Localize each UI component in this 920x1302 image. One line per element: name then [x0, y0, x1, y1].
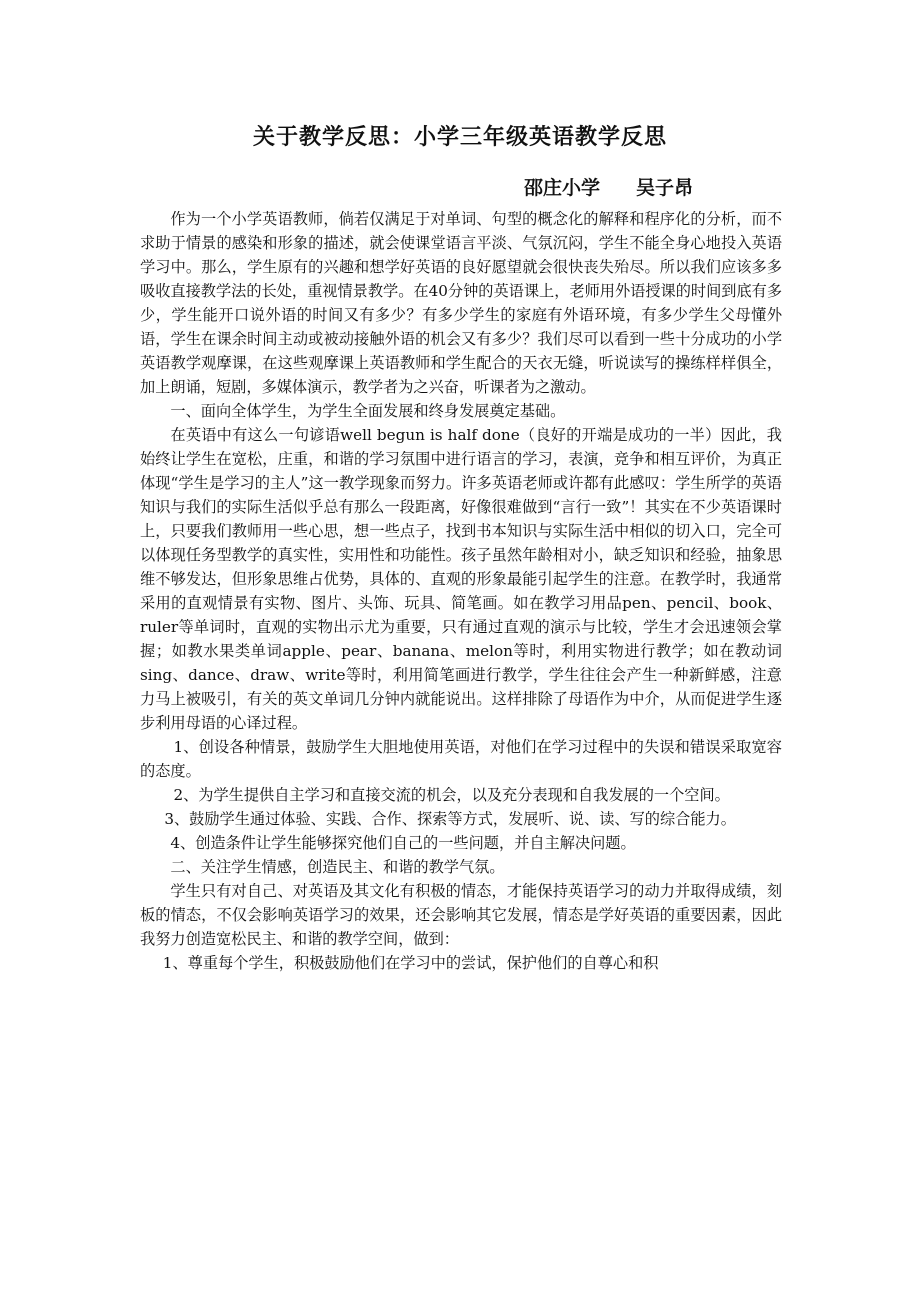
list-item-1: 1、创设各种情景，鼓励学生大胆地使用英语，对他们在学习过程中的失误和错误采取宽容的态度。: [140, 738, 782, 780]
author-school: 邵庄小学: [524, 177, 601, 199]
author-line: [524, 173, 693, 200]
paragraph-intro: 作为一个小学英语教师，倘若仅满足于对单词、句型的概念化的解释和程序化的分析，而不求助于情景的感染和形象的描述，就会使课堂语言平淡、气氛沉闷，学生不能全身心地投入英语学习中。那么，学生原有的兴趣和想学好英语的良好愿望就会很快丧失殆尽。所以我们应该多多吸收直接教学法的长处，重视情景教学。在40分钟的英语课上，老师用外语授课的时间到底有多少，学生能开口说外语的时间又有多少？有多少学生的家庭有外语环境，有多少学生父母懂外语，学生在课余时间主动或被动接触外语的机会又有多少？我们尽可以看到一些十分成功的小学英语教学观摩课，在这些观摩课上英语教师和学生配合的天衣无缝，听说读写的操练样样俱全，加上朗诵，短剧，多媒体演示，教学者为之兴奋，听课者为之激动。: [140, 210, 783, 396]
section-heading-1: 一、面向全体学生，为学生全面发展和终身发展奠定基础。: [170, 402, 566, 420]
list-item-2: 2、为学生提供自主学习和直接交流的机会，以及充分表现和自我发展的一个空间。: [173, 786, 730, 804]
author-name: 吴子昂: [636, 177, 694, 199]
section-heading-2: 二、关注学生情感，创造民主、和谐的教学气氛。: [170, 858, 505, 876]
document-body: [140, 207, 782, 975]
list-item-3: 3、鼓励学生通过体验、实践、合作、探索等方式，发展听、说、读、写的综合能力。: [164, 810, 736, 828]
list-item-2-1: 1、尊重每个学生，积极鼓励他们在学习中的尝试，保护他们的自尊心和积: [162, 954, 659, 972]
list-item-4: 4、创造条件让学生能够探究他们自己的一些问题，并自主解决问题。: [170, 834, 636, 852]
document-title: 关于教学反思：小学三年级英语教学反思: [252, 124, 667, 150]
paragraph-section-1: 在英语中有这么一句谚语well begun is half done（良好的开端是成功的一半）因此，我始终让学生在宽松，庄重，和谐的学习氛围中进行语言的学习，表演，竞争和相互评价，为真正体现“学生是学习的主人”这一教学现象而努力。许多英语老师或许都有此感叹：学生所学的英语知识与我们的实际生活似乎总有那么一段距离，好像很难做到“言行一致”！其实在不少英语课时上，只要我们教师用一些心思，想一些点子，找到书本知识与实际生活中相似的切入口，完全可以体现任务型教学的真实性，实用性和功能性。孩子虽然年龄相对小，缺乏知识和经验，抽象思维不够发达，但形象思维占优势，具体的、直观的形象最能引起学生的注意。在教学时，我通常采用的直观情景有实物、图片、头饰、玩具、简笔画。如在教学习用品pen、pencil、book、ruler等单词时，直观的实物出示尤为重要，只有通过直观的演示与比较，学生才会迅速领会掌握；如教水果类单词apple、pear、banana、melon等时，利用实物进行教学；如在教动词sing、dance、draw、write等时，利用简笔画进行教学，学生往往会产生一种新鲜感，注意力马上被吸引，有关的英文单词几分钟内就能说出。这样排除了母语作为中介，从而促进学生逐步利用母语的心译过程。: [140, 426, 782, 732]
paragraph-section-2: 学生只有对自己、对英语及其文化有积极的情态，才能保持英语学习的动力并取得成绩，刻板的情态，不仅会影响英语学习的效果，还会影响其它发展，情态是学好英语的重要因素，因此我努力创造宽松民主、和谐的教学空间，做到：: [140, 882, 782, 948]
